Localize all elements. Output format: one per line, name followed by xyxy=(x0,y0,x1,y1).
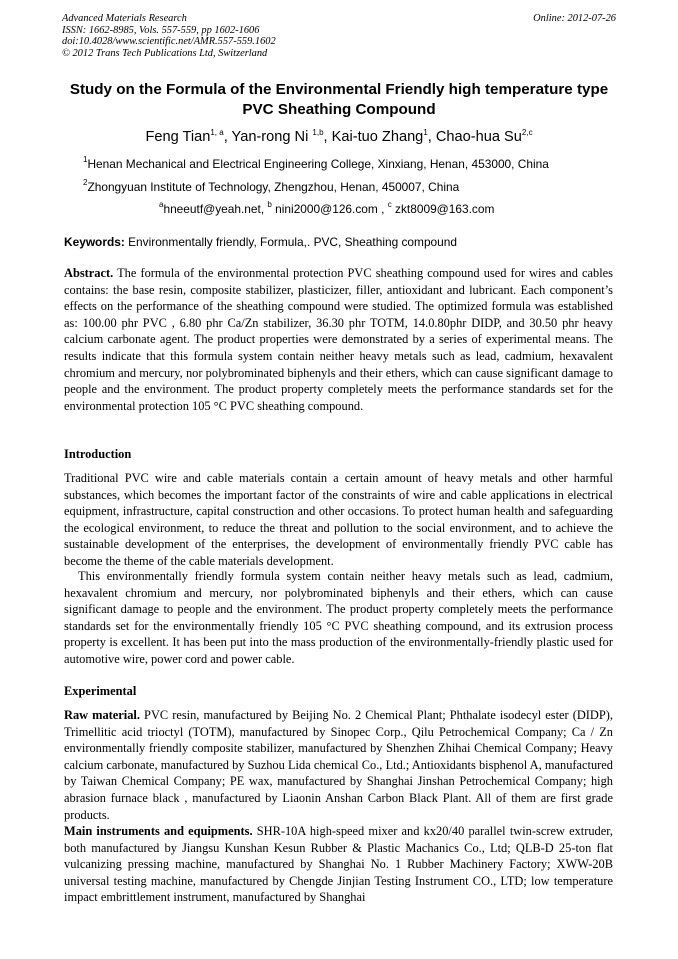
online-date: Online: 2012-07-26 xyxy=(533,13,616,24)
keywords-label: Keywords: xyxy=(64,235,125,249)
author-superscript: 1 xyxy=(423,128,428,137)
instruments-label: Main instruments and equipments. xyxy=(64,824,253,838)
author-separator: , xyxy=(323,129,332,145)
journal-header xyxy=(62,13,616,59)
email-mark: b xyxy=(267,200,272,209)
author-list xyxy=(62,127,616,147)
experimental-heading: Experimental xyxy=(64,684,137,698)
introduction-paragraph-1: Traditional PVC wire and cable materials contain a certain amount of heavy metals and other harmful substances, which becomes the important factor of the constraints of wire and cable applications in electrical equipment, infrastructure, capital construction and other occasions. To protect human health and safeguarding the ecological environment, to reduce the threat and pollution to the social environment, and to achieve the sustainable development of the enterprises, the development of environmentally friendly PVC cable has become the theme of the cable materials development. xyxy=(64,471,613,568)
author-name: Kai-tuo Zhang xyxy=(331,129,424,145)
author-superscript: 1,b xyxy=(312,128,324,137)
copyright-line: © 2012 Trans Tech Publications Ltd, Switzerland xyxy=(62,47,268,59)
email-mark: c xyxy=(387,200,392,209)
raw-material-text: PVC resin, manufactured by Beijing No. 2 Chemical Plant; Phthalate isodecyl ester (DIDP), Trimellitic acid trioctyl (TOTM), manufactured by Sinopec Corp., Qilu Petrochemical Company; Ca / Zn environmentally friendly composite stabilizer, manufactured by Shenzhen Zhihai Chemical Company; Heavy calcium carbonate, manufactured by Suzhou Lida chemical Co., Ltd.; Antioxidants bisphenol A, manufactured by Taiwan Chemical Company; PE wax, manufactured by Shanghai Jinshan Petrochemical Company; high abrasion furnace black , manufactured by Liaonin Anshan Carbon Black Plant. All of them are first grade products. xyxy=(64,708,613,822)
affiliation-1 xyxy=(83,157,549,172)
author-emails xyxy=(159,202,494,217)
keywords-text: Environmentally friendly, Formula,. PVC, Sheathing compound xyxy=(124,235,458,249)
journal-name: Advanced Materials Research xyxy=(62,13,187,24)
abstract-label: Abstract. xyxy=(64,266,114,280)
affiliation-mark: 2 xyxy=(83,178,88,187)
author-superscript: 1, a xyxy=(210,128,224,137)
introduction-paragraph-2: This environmentally friendly formula system contain neither heavy metals such as lead, cadmium, hexavalent chromium and mercury, nor polybrominated biphenyls and their ethers, which can cause significant damage to people and the environment. The product property completely meets the performance standards set for the environmentally friendly 105 °C PVC sheathing compound, and its extrusion process property is excellent. It has been put into the mass production of the environmentally-friendly plastic used for automotive wire, power cord and power cable. xyxy=(64,569,613,666)
author-superscript: 2,c xyxy=(521,128,533,137)
author-name: Feng Tian xyxy=(145,129,211,145)
issn-line: ISSN: 1662-8985, Vols. 557-559, pp 1602-1606 xyxy=(62,24,260,36)
raw-material-label: Raw material. xyxy=(64,708,140,722)
author-name: Yan-rong Ni xyxy=(231,129,313,145)
email-address: hneeutf@yeah.net, xyxy=(163,202,268,216)
doi-line: doi:10.4028/www.scientific.net/AMR.557-559.1602 xyxy=(62,36,276,48)
keywords xyxy=(64,235,616,250)
author-separator: , xyxy=(223,129,232,145)
abstract xyxy=(64,265,613,414)
email-mark: a xyxy=(159,200,164,209)
affiliation-mark: 1 xyxy=(83,155,88,164)
affiliation-text: Zhongyuan Institute of Technology, Zhengzhou, Henan, 450007, China xyxy=(87,180,460,194)
email-address: nini2000@126.com , xyxy=(271,202,388,216)
affiliation-2 xyxy=(83,180,459,195)
raw-material-paragraph xyxy=(64,707,613,823)
affiliation-text: Henan Mechanical and Electrical Engineering College, Xinxiang, Henan, 453000, China xyxy=(87,157,549,171)
instruments-text: SHR-10A high-speed mixer and kx20/40 parallel twin-screw extruder, both manufactured by Jiangsu Kunshan Kesun Rubber & Plastic Machanics Co., Ltd; QLB-D 25-ton flat vulcanizing pressing machine, manufactured by Shanghai No. 1 Rubber Machinery Factory; XWW-20B universal testing machine, manufactured by Chengde Jinjian Testing Instrument CO., LTD; low temperature impact embrittlement instrument, manufactured by Shanghai xyxy=(64,824,613,905)
email-address: zkt8009@163.com xyxy=(391,202,495,216)
instruments-paragraph xyxy=(64,823,613,906)
author-separator: , xyxy=(427,129,436,145)
paper-title: Study on the Formula of the Environmental Friendly high temperature type PVC Sheathing Compound xyxy=(69,81,609,118)
introduction-heading: Introduction xyxy=(64,447,132,461)
author-name: Chao-hua Su xyxy=(435,129,522,145)
abstract-text: The formula of the environmental protection PVC sheathing compound used for wires and cables contains: the base resin, composite stabilizer, plasticizer, filler, antioxidant and lubricant. Each component’s effects on the performance of the sheathing compound were studied. The optimized formula was established as: 100.00 phr PVC , 6.80 phr Ca/Zn stabilizer, 36.30 phr TOTM, 14.0.80phr DIDP, and 30.50 phr heavy calcium carbonate agent. The product properties were demonstrated by a series of experimental means. The results indicate that this formula system contain neither heavy metals such as lead, cadmium, hexavalent chromium and mercury, nor polybrominated biphenyls and their ethers, which can cause significant damage to people and the environment. The product property completely meets the performance standards set for the environmental protection 105 °C PVC sheathing compound. xyxy=(64,266,613,413)
